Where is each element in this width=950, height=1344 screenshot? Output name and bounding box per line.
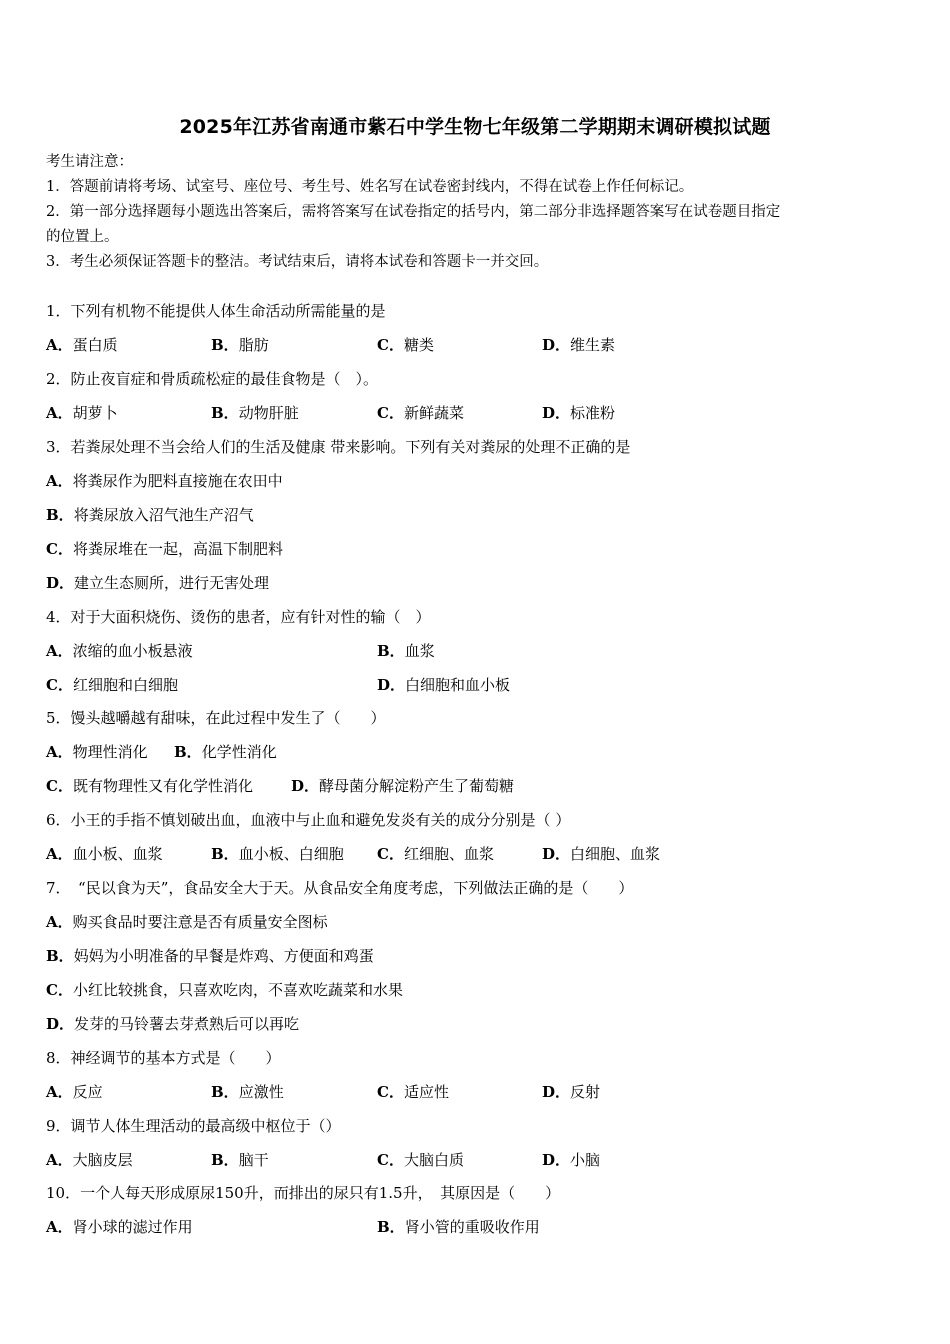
option-label: D． bbox=[377, 676, 406, 694]
option-text: 反应 bbox=[72, 1083, 103, 1101]
option-label: D． bbox=[46, 1015, 75, 1033]
option bbox=[46, 675, 178, 695]
option-label: A． bbox=[46, 913, 73, 931]
option-text: 将粪尿放入沼气池生产沼气 bbox=[73, 506, 254, 524]
option-label: C． bbox=[46, 676, 73, 694]
option-text: 建立生态厕所，进行无害处理 bbox=[74, 574, 270, 592]
option-text: 酵母菌分解淀粉产生了葡萄糖 bbox=[319, 777, 515, 795]
option-label: B． bbox=[377, 642, 405, 660]
option bbox=[46, 573, 269, 593]
option-text: 小红比较挑食，只喜欢吃肉，不喜欢吃蔬菜和水果 bbox=[72, 981, 403, 999]
option-text: 红细胞、血浆 bbox=[403, 845, 494, 863]
option-label: C． bbox=[377, 1083, 404, 1101]
option-label: A． bbox=[46, 642, 73, 660]
option-label: A． bbox=[46, 1083, 73, 1101]
option bbox=[377, 403, 464, 423]
option-text: 反射 bbox=[570, 1083, 601, 1101]
option-label: B． bbox=[46, 947, 74, 965]
option-text: 胡萝卜 bbox=[72, 404, 118, 422]
option-text: 糖类 bbox=[403, 336, 434, 354]
option bbox=[46, 1082, 103, 1102]
option-label: C． bbox=[377, 404, 404, 422]
option-text: 血小板、血浆 bbox=[72, 845, 163, 863]
option-text: 将粪尿作为肥料直接施在农田中 bbox=[72, 472, 283, 490]
option bbox=[377, 1082, 449, 1102]
option bbox=[377, 1217, 540, 1237]
option-label: C． bbox=[377, 845, 404, 863]
option bbox=[377, 335, 434, 355]
option-label: B． bbox=[211, 1083, 239, 1101]
notice-heading: 考生请注意： bbox=[46, 154, 133, 170]
option-text: 动物肝脏 bbox=[238, 404, 299, 422]
option-label: C． bbox=[377, 1151, 404, 1169]
option-text: 蛋白质 bbox=[72, 336, 118, 354]
option-label: D． bbox=[46, 574, 75, 592]
option-label: B． bbox=[377, 1218, 405, 1236]
option-text: 脂肪 bbox=[238, 336, 269, 354]
option-text: 浓缩的血小板悬液 bbox=[72, 642, 193, 660]
option bbox=[46, 1217, 193, 1237]
option bbox=[542, 403, 615, 423]
option-label: C． bbox=[377, 336, 404, 354]
notice-item: 3．考生必须保证答题卡的整洁。考试结束后，请将本试卷和答题卡一并交回。 bbox=[46, 254, 549, 270]
option-text: 标准粉 bbox=[570, 404, 616, 422]
option-label: B． bbox=[46, 506, 74, 524]
option-text: 化学性消化 bbox=[201, 743, 277, 761]
option bbox=[46, 539, 283, 559]
option-label: B． bbox=[211, 1151, 239, 1169]
question-stem: 9．调节人体生理活动的最高级中枢位于（） bbox=[46, 1117, 341, 1135]
question-stem: 3．若粪尿处理不当会给人们的生活及健康 带来影响。下列有关对粪尿的处理不正确的是 bbox=[46, 438, 631, 456]
option-text: 维生素 bbox=[570, 336, 616, 354]
option-label: A． bbox=[46, 1151, 73, 1169]
question-stem: 7． “民以食为天”，食品安全大于天。从食品安全角度考虑，下列做法正确的是（ ） bbox=[46, 879, 634, 897]
option bbox=[46, 641, 193, 661]
option-text: 白细胞和血小板 bbox=[405, 676, 511, 694]
option bbox=[46, 403, 118, 423]
option bbox=[542, 335, 615, 355]
option bbox=[174, 742, 277, 762]
option-label: B． bbox=[211, 404, 239, 422]
option-label: A． bbox=[46, 336, 73, 354]
option-text: 发芽的马铃薯去芽煮熟后可以再吃 bbox=[74, 1015, 300, 1033]
option-label: B． bbox=[211, 845, 239, 863]
option bbox=[211, 403, 299, 423]
option-label: B． bbox=[174, 743, 202, 761]
notice-item: 2．第一部分选择题每小题选出答案后，需将答案写在试卷指定的括号内，第二部分非选择题答案写在试卷题目指定 bbox=[46, 204, 781, 220]
option-text: 肾小球的滤过作用 bbox=[72, 1218, 193, 1236]
option-text: 物理性消化 bbox=[72, 743, 148, 761]
option-text: 应激性 bbox=[238, 1083, 284, 1101]
option bbox=[377, 675, 510, 695]
option-label: A． bbox=[46, 1218, 73, 1236]
question-stem: 2．防止夜盲症和骨质疏松症的最佳食物是（ ）。 bbox=[46, 370, 379, 388]
option-label: A． bbox=[46, 845, 73, 863]
option bbox=[46, 1150, 133, 1170]
option bbox=[211, 1150, 269, 1170]
question-stem: 6．小王的手指不慎划破出血，血液中与止血和避免发炎有关的成分分别是（ ） bbox=[46, 811, 571, 829]
option-label: D． bbox=[542, 1151, 571, 1169]
option bbox=[46, 946, 374, 966]
option-label: D． bbox=[542, 336, 571, 354]
option-text: 既有物理性又有化学性消化 bbox=[72, 777, 253, 795]
option-text: 肾小管的重吸收作用 bbox=[404, 1218, 540, 1236]
option bbox=[377, 1150, 464, 1170]
option bbox=[291, 776, 514, 796]
option-label: C． bbox=[46, 540, 73, 558]
option-label: D． bbox=[291, 777, 320, 795]
option bbox=[542, 1150, 600, 1170]
question-stem: 5．馒头越嚼越有甜味，在此过程中发生了（ ） bbox=[46, 709, 386, 727]
option bbox=[46, 471, 283, 491]
option-label: B． bbox=[211, 336, 239, 354]
option-text: 脑干 bbox=[238, 1151, 269, 1169]
option bbox=[46, 844, 163, 864]
notice-item: 的位置上。 bbox=[46, 229, 119, 245]
option bbox=[46, 980, 403, 1000]
option-label: A． bbox=[46, 472, 73, 490]
question-stem: 4．对于大面积烧伤、烫伤的患者，应有针对性的输（ ） bbox=[46, 608, 431, 626]
option bbox=[377, 844, 494, 864]
option bbox=[211, 335, 269, 355]
option bbox=[46, 912, 328, 932]
option-text: 红细胞和白细胞 bbox=[72, 676, 178, 694]
question-stem: 1．下列有机物不能提供人体生命活动所需能量的是 bbox=[46, 302, 386, 320]
option-text: 适应性 bbox=[403, 1083, 449, 1101]
option-text: 血小板、白细胞 bbox=[238, 845, 344, 863]
option-text: 大脑皮层 bbox=[72, 1151, 133, 1169]
option bbox=[211, 844, 344, 864]
option bbox=[542, 844, 660, 864]
option-label: D． bbox=[542, 404, 571, 422]
question-stem: 8．神经调节的基本方式是（ ） bbox=[46, 1049, 281, 1067]
option bbox=[46, 742, 148, 762]
notice-item: 1．答题前请将考场、试室号、座位号、考生号、姓名写在试卷密封线内，不得在试卷上作任何标记。 bbox=[46, 179, 694, 195]
option-label: C． bbox=[46, 777, 73, 795]
option bbox=[377, 641, 435, 661]
option bbox=[46, 505, 254, 525]
option bbox=[46, 776, 253, 796]
option bbox=[46, 335, 118, 355]
question-stem: 10．一个人每天形成原尿150升，而排出的尿只有1.5升， 其原因是（ ） bbox=[46, 1184, 561, 1202]
option bbox=[542, 1082, 600, 1102]
option-label: D． bbox=[542, 845, 571, 863]
option-text: 妈妈为小明准备的早餐是炸鸡、方便面和鸡蛋 bbox=[73, 947, 374, 965]
option-text: 购买食品时要注意是否有质量安全图标 bbox=[72, 913, 328, 931]
option-label: A． bbox=[46, 743, 73, 761]
option bbox=[211, 1082, 284, 1102]
option-label: C． bbox=[46, 981, 73, 999]
option-text: 新鲜蔬菜 bbox=[403, 404, 464, 422]
option-label: A． bbox=[46, 404, 73, 422]
option-text: 血浆 bbox=[404, 642, 435, 660]
option-text: 白细胞、血浆 bbox=[570, 845, 661, 863]
option-label: D． bbox=[542, 1083, 571, 1101]
exam-title: 2025年江苏省南通市紫石中学生物七年级第二学期期末调研模拟试题 bbox=[179, 116, 771, 138]
option-text: 小脑 bbox=[570, 1151, 601, 1169]
option-text: 大脑白质 bbox=[403, 1151, 464, 1169]
option-text: 将粪尿堆在一起，高温下制肥料 bbox=[72, 540, 283, 558]
option bbox=[46, 1014, 299, 1034]
